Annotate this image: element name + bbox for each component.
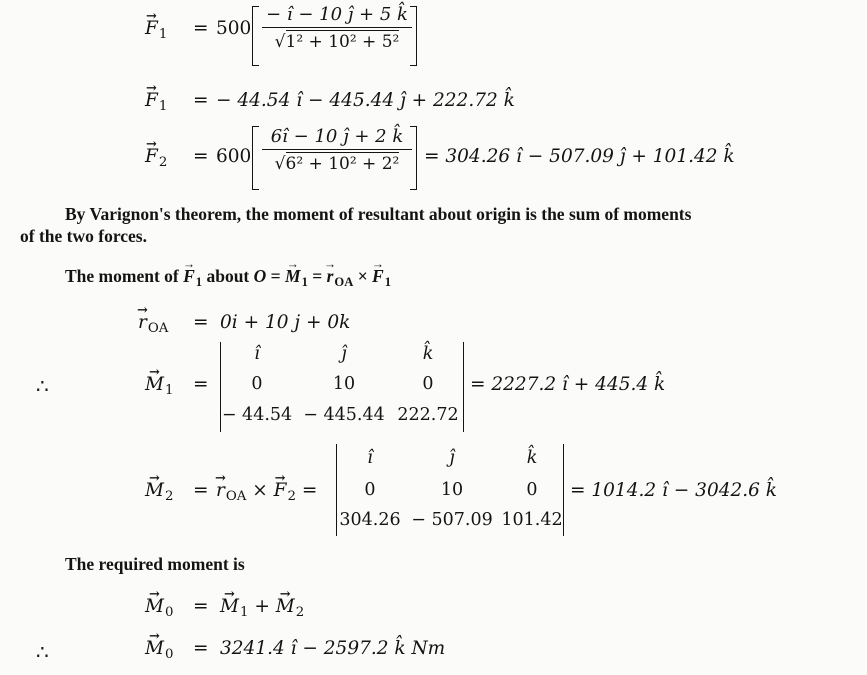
therefore-symbol: ∴ [36,374,49,398]
fraction [262,126,412,174]
equals-sign: = [193,638,209,659]
equals-sign: = [193,90,209,111]
m0-result: 3241.4 î − 2597.2 k̂ Nm [220,638,446,659]
equals-sign: = [193,146,209,167]
m0-symbol: → $M_0$ [145,638,173,662]
f1-symbol: → $F_1$ [145,90,167,114]
fraction-denominator: √6² + 10² + 2² [274,154,400,174]
moment-f1-sentence: The moment of → $F_1$ about O = → $M_1$ = → $r_{OA}$ × → $F_1$ [65,266,391,290]
equals-sign: = [193,312,209,333]
equals-sign: = [193,374,209,395]
matrix-cell: 0 [422,374,434,394]
therefore-symbol: ∴ [36,640,49,664]
left-bracket [252,126,259,190]
varignon-line-1: By Varignon's theorem, the moment of resultant about origin is the sum of moments [65,204,692,224]
fraction-numerator: 6î − 10 ĵ + 2 k̂ [262,126,412,150]
matrix-cell: k̂ [526,448,538,468]
m0-sum-terms: → $M_1$ + → $M_2$ [220,596,304,620]
matrix-cell: 222.72 [397,405,459,425]
m2-result: = 1014.2 î − 3042.6 k̂ [570,480,777,501]
matrix-cell: 101.42 [501,510,563,530]
matrix-cell: 10 [332,374,356,394]
coefficient: 600 [216,146,252,167]
matrix-cell: î [367,448,373,468]
f1-symbol: → $F_1$ [145,18,167,42]
matrix-cell: 0 [364,480,376,500]
fraction [262,4,412,52]
matrix-cell: k̂ [422,344,434,364]
equals-sign: = [193,596,209,617]
matrix-cell: − 445.44 [303,405,385,425]
matrix-cell: ĵ [341,344,347,364]
matrix-cell: 10 [440,480,464,500]
matrix-cell: 0 [251,374,263,394]
matrix-cell: î [254,344,260,364]
right-bracket [410,6,417,66]
f2-components: = 304.26 î − 507.09 ĵ + 101.42 k̂ [424,146,735,167]
r-cross-f2: → $r_{OA}$ × → $F_2$ = [216,480,317,504]
matrix-cell: 304.26 [339,510,401,530]
f1-components: − 44.54 î − 445.44 ĵ + 222.72 k̂ [216,90,515,111]
r-oa-symbol: → $r_{OA}$ [138,312,168,336]
required-moment-text: The required moment is [65,554,245,574]
matrix-cell: − 44.54 [221,405,293,425]
equals-sign: = [193,480,209,501]
right-bracket [410,126,417,190]
r-oa-components: 0i + 10 j + 0k [220,312,351,333]
m0-symbol: → $M_0$ [145,596,173,620]
fraction-numerator: − î − 10 ĵ + 5 k̂ [262,4,412,28]
m2-symbol: → $M_2$ [145,480,173,504]
matrix-cell: 0 [526,480,538,500]
fraction-denominator: √1² + 10² + 5² [274,32,400,52]
varignon-line-2: of the two forces. [20,226,147,246]
f2-symbol: → $F_2$ [145,146,167,170]
matrix-cell: ĵ [449,448,455,468]
matrix-cell: − 507.09 [411,510,493,530]
m1-result: = 2227.2 î + 445.4 k̂ [470,374,666,395]
equals-sign: = [193,18,209,39]
m1-symbol: → $M_1$ [145,374,173,398]
left-bracket [252,6,259,66]
coefficient: 500 [216,18,252,39]
